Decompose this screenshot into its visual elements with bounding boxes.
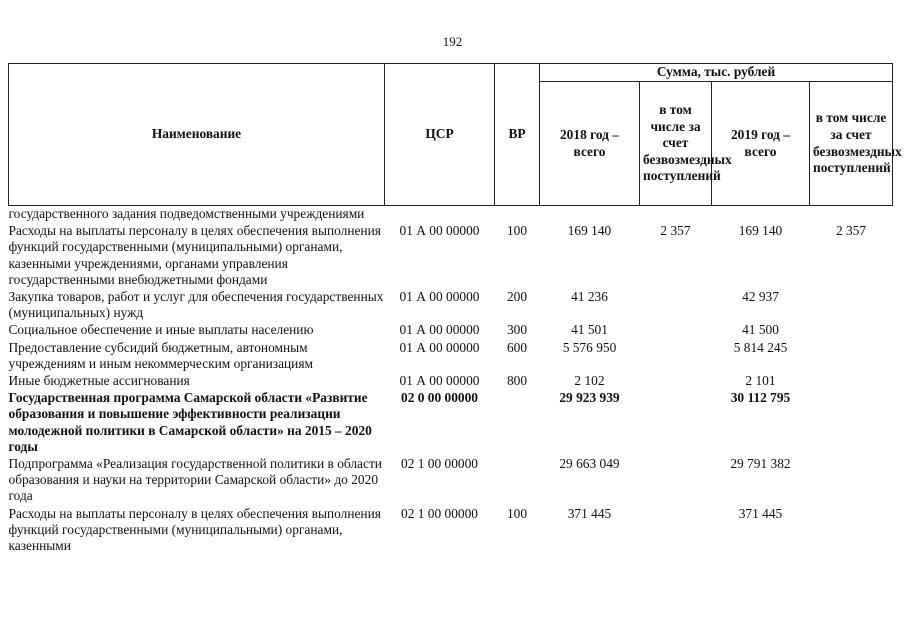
header-sum-group: Сумма, тыс. рублей <box>540 64 893 82</box>
cell-2018-free: 2 357 <box>660 223 691 239</box>
page-number: 192 <box>442 34 463 49</box>
cell-csr <box>385 206 495 224</box>
cell-2019-total: 29 791 382 <box>730 456 791 472</box>
cell-name: Предоставление субсидий бюджетным, автономным учреждениям и иным некоммерческим организациям <box>8 339 313 371</box>
header-2019-free: в том числе за счет безвозмездных поступлений <box>810 82 893 206</box>
cell-name: Социальное обеспечение и иные выплаты населению <box>8 322 314 338</box>
cell-2019-free <box>810 456 893 506</box>
table-row <box>9 373 893 390</box>
table-row <box>9 456 893 506</box>
cell-csr: 01 А 00 00000 <box>399 339 480 355</box>
table-row <box>9 289 893 322</box>
cell-2019-free <box>810 390 893 456</box>
table-header <box>9 64 902 206</box>
cell-2018-free <box>640 456 712 506</box>
cell-csr: 02 1 00 00000 <box>401 505 478 521</box>
cell-name: Расходы на выплаты персоналу в целях обеспечения выполнения функций государственными (муниципальными) органами, казенными <box>8 505 381 554</box>
cell-2019-total: 30 112 795 <box>730 390 791 406</box>
cell-2019-free: 2 357 <box>835 223 867 239</box>
cell-vr: 100 <box>506 505 528 521</box>
header-2019-total: 2019 год – всего <box>712 82 810 206</box>
cell-2019-free <box>810 506 893 556</box>
cell-2018-free <box>640 506 712 556</box>
table-row <box>9 206 893 224</box>
table-row <box>9 340 893 373</box>
cell-2019-total: 2 101 <box>745 373 776 389</box>
cell-name: Иные бюджетные ассигнования <box>8 373 190 389</box>
cell-csr: 01 А 00 00000 <box>399 289 480 305</box>
table-row <box>9 506 893 556</box>
cell-name: Государственная программа Самарской области «Развитие образования и повышение эффективности реализации молодежной политики в Самарской области» на 2015 – 2020 годы <box>8 390 372 454</box>
header-2018-total: 2018 год – всего <box>540 82 640 206</box>
cell-2019-total: 169 140 <box>738 223 783 239</box>
cell-name: Расходы на выплаты персоналу в целях обеспечения выполнения функций государственными (муниципальными) органами, казенными учреждениями, органами управления государственными внебюджетными фондами <box>8 223 381 287</box>
cell-2019-free <box>810 373 893 390</box>
table-row <box>9 322 893 339</box>
cell-2018-total: 29 663 049 <box>559 456 620 472</box>
cell-csr: 01 А 00 00000 <box>399 322 480 338</box>
cell-vr: 200 <box>506 289 528 305</box>
cell-2019-free <box>810 322 893 339</box>
cell-2019-total: 5 814 245 <box>733 339 788 355</box>
header-2018-free: в том числе за счет безвозмездных поступлений <box>640 82 712 206</box>
cell-vr: 100 <box>506 223 528 239</box>
cell-2018-free <box>640 289 712 322</box>
cell-2018-total: 371 445 <box>567 505 612 521</box>
cell-2019-free <box>810 340 893 373</box>
cell-csr: 01 А 00 00000 <box>399 373 480 389</box>
cell-vr <box>495 206 540 224</box>
cell-2019-free <box>810 289 893 322</box>
cell-vr <box>495 390 540 456</box>
header-name: Наименование <box>9 64 385 206</box>
cell-2018-total: 29 923 939 <box>559 390 620 406</box>
cell-name: государственного задания подведомственными учреждениями <box>8 206 365 221</box>
cell-vr: 800 <box>506 373 528 389</box>
cell-2019-total <box>712 206 810 224</box>
table-body <box>9 206 893 556</box>
table-row <box>9 223 893 289</box>
budget-table <box>8 63 902 555</box>
cell-2018-total <box>540 206 640 224</box>
header-csr: ЦСР <box>385 64 495 206</box>
cell-2018-total: 169 140 <box>567 223 612 239</box>
cell-2019-total: 42 937 <box>742 289 779 305</box>
cell-2019-free <box>810 206 893 224</box>
cell-csr: 01 А 00 00000 <box>399 223 480 239</box>
cell-2018-free <box>640 373 712 390</box>
cell-2018-free <box>640 340 712 373</box>
cell-name: Закупка товаров, работ и услуг для обеспечения государственных (муниципальных) нужд <box>8 289 384 321</box>
cell-2018-total: 2 102 <box>574 373 605 389</box>
cell-2018-total: 5 576 950 <box>562 339 617 355</box>
table-row <box>9 390 893 456</box>
cell-2018-free <box>640 206 712 224</box>
header-vr: ВР <box>495 64 540 206</box>
cell-2019-total: 371 445 <box>738 505 783 521</box>
cell-csr: 02 0 00 00000 <box>401 390 478 406</box>
cell-2018-free <box>640 390 712 456</box>
cell-2018-free <box>640 322 712 339</box>
cell-2019-total: 41 500 <box>742 322 779 338</box>
cell-csr: 02 1 00 00000 <box>401 456 478 472</box>
cell-vr: 600 <box>506 339 528 355</box>
cell-2018-total: 41 501 <box>571 322 608 338</box>
cell-name: Подпрограмма «Реализация государственной политики в области образования и науки на территории Самарской области» до 2020 года <box>8 456 382 504</box>
cell-vr: 300 <box>506 322 528 338</box>
cell-vr <box>495 456 540 506</box>
cell-2018-total: 41 236 <box>571 289 608 305</box>
